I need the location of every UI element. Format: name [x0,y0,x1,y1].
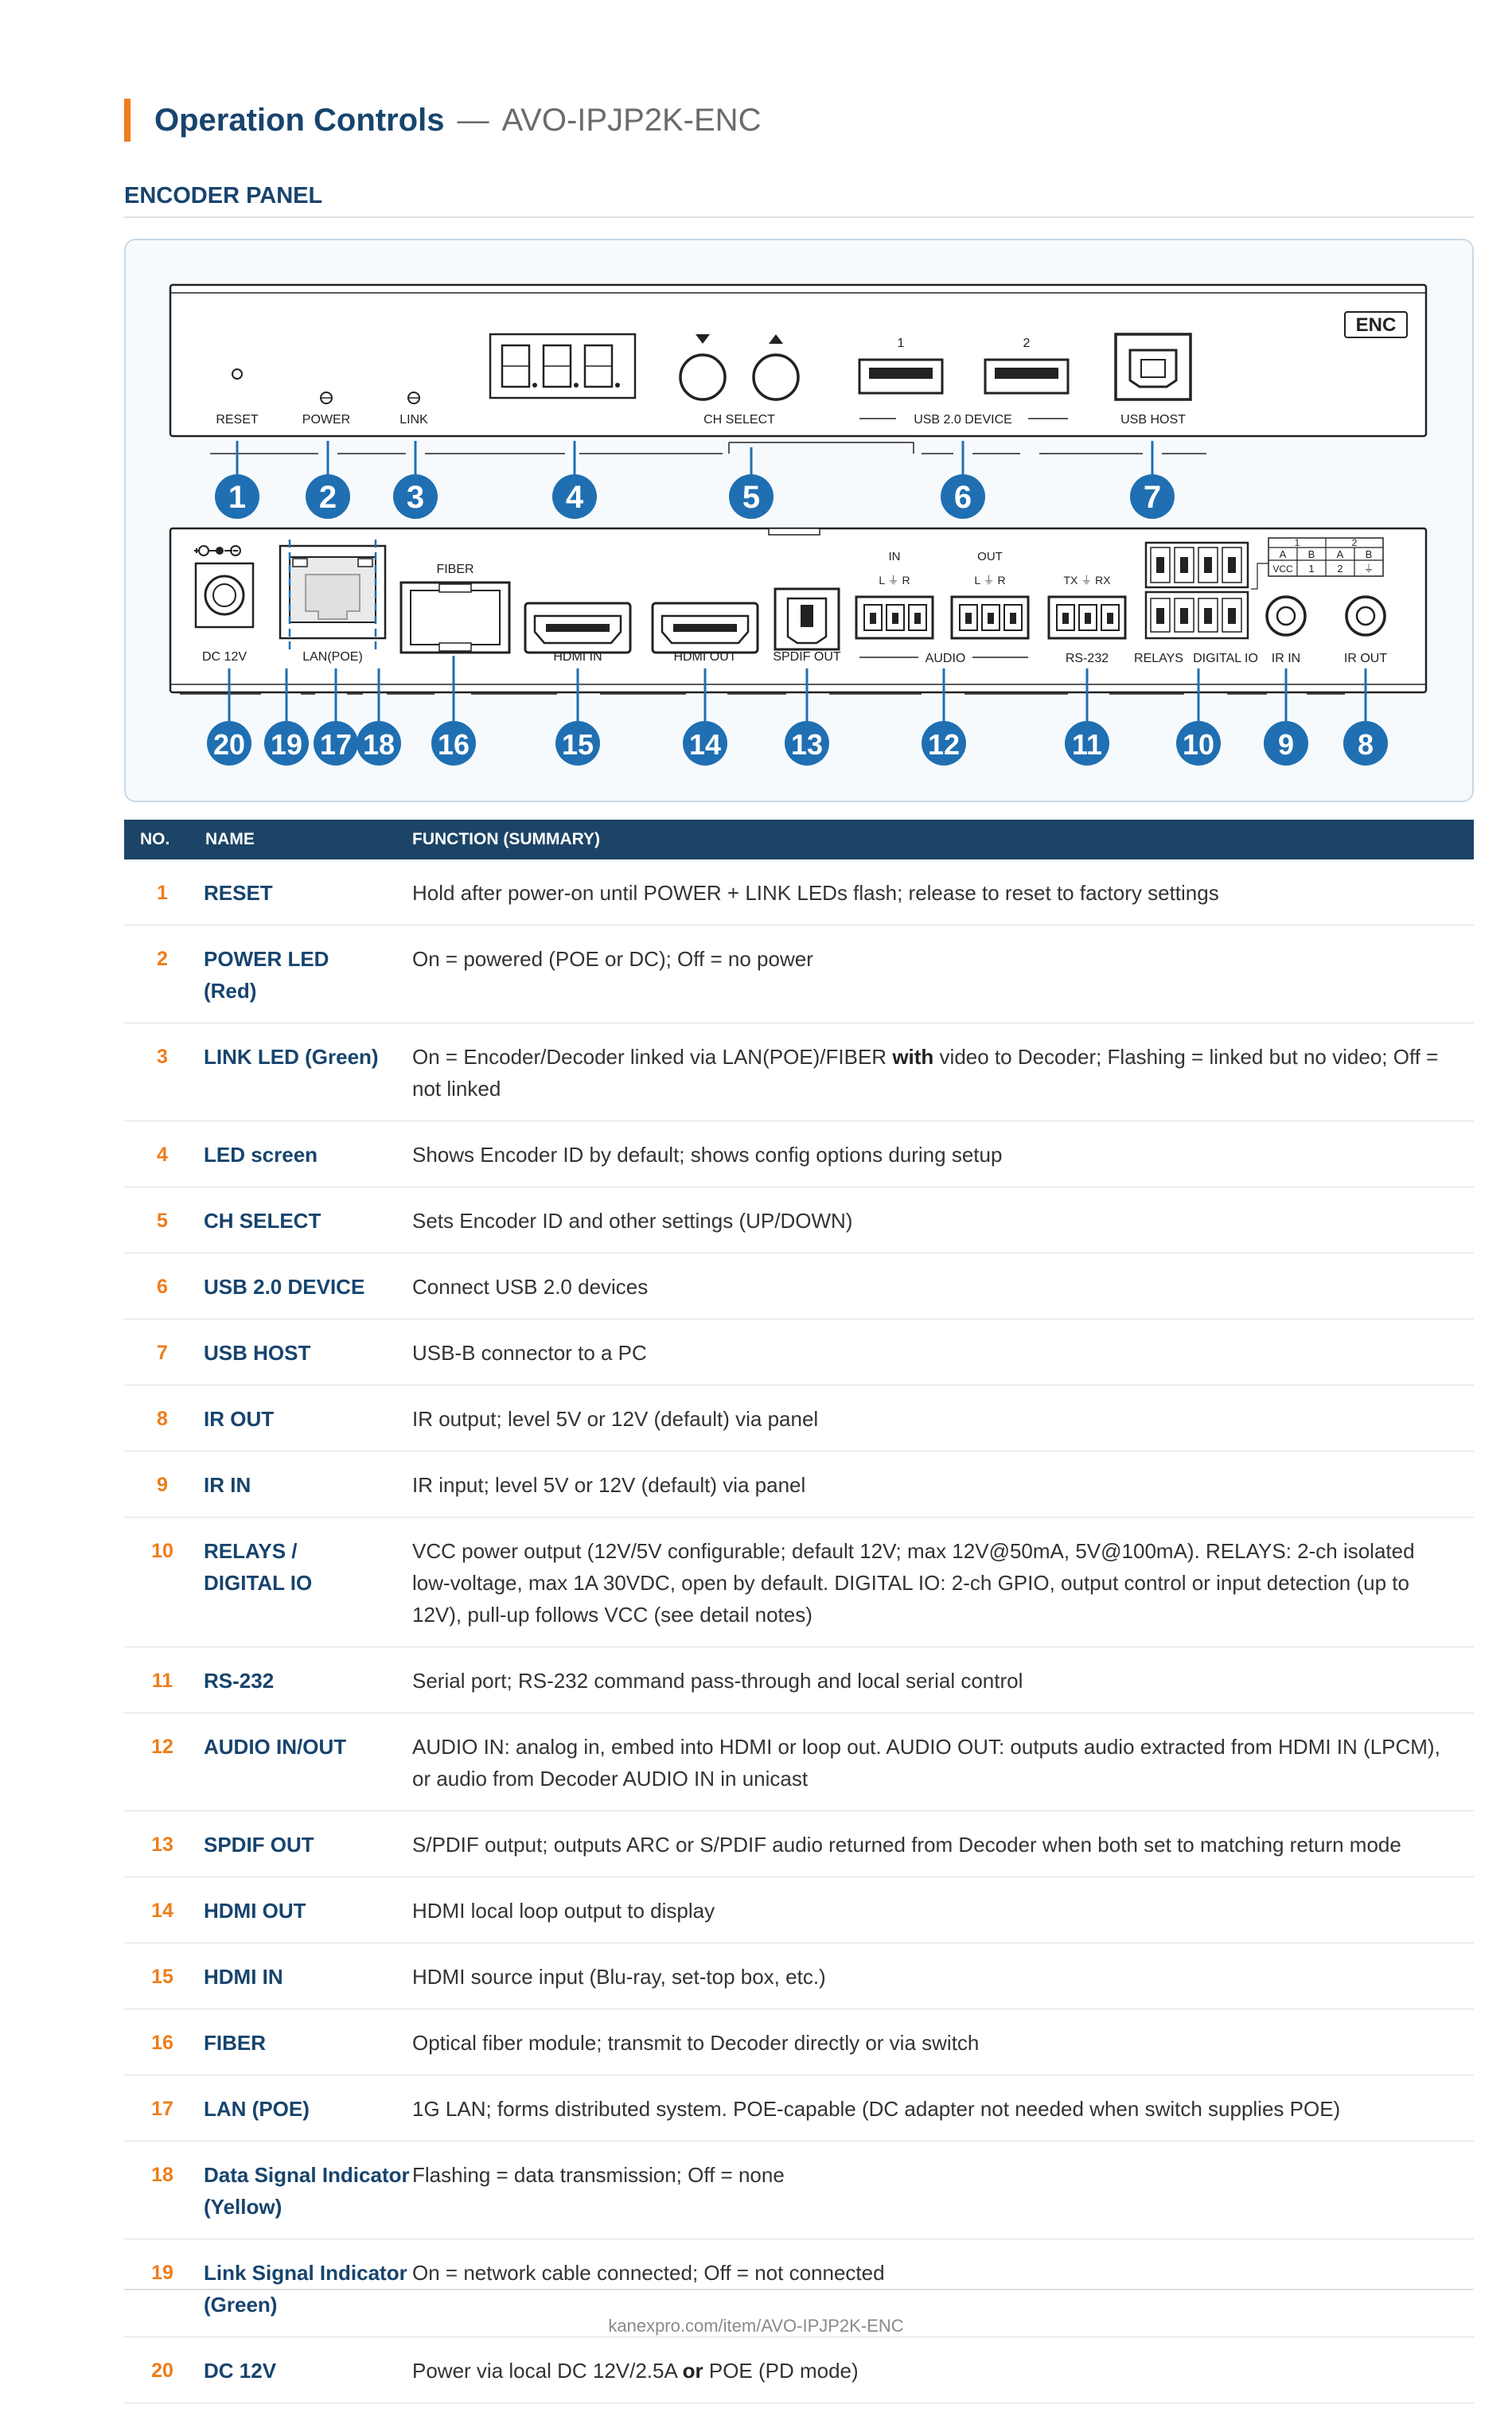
ch-down-button [680,355,725,399]
svg-text:13: 13 [790,728,824,761]
row-name: DC 12V [204,2359,277,2383]
table-row [124,1253,1474,1319]
label-ir-out: IR OUT [1343,652,1388,665]
label-audio-in: IN [888,550,901,563]
svg-text:19: 19 [270,728,303,761]
label-lan: LAN(POE) [302,650,363,664]
table-row [124,1518,1474,1647]
table-row [124,1385,1474,1452]
label-usb-2: 2 [1023,337,1031,350]
row-function: 1G LAN; forms distributed system. POE-capable (DC adapter not needed when switch supplies POE) [412,2097,1341,2121]
row-name: POWER LED (Red) [204,947,329,1003]
svg-text:15: 15 [561,728,594,761]
ch-up-button [754,355,798,399]
usb-a-port-2-icon [985,360,1068,393]
row-function: Optical fiber module; transmit to Decoder directly or via switch [412,2031,980,2055]
row-name: HDMI IN [204,1965,283,1989]
label-reset: RESET [216,413,259,427]
row-name: LED screen [204,1143,318,1167]
label-usb-device: USB 2.0 DEVICE [914,413,1012,427]
row-function: HDMI source input (Blu-ray, set-top box, etc.) [412,1965,826,1989]
page-title: Operation Controls [154,102,445,138]
table-row [124,926,1474,1023]
label-link: LINK [399,413,428,427]
row-number: 18 [151,2164,173,2186]
hdmi-out-port-icon [653,603,758,653]
row-function: On = network cable connected; Off = not connected [412,2261,885,2285]
row-number: 15 [151,1966,173,1988]
page-header [124,99,761,142]
row-number: 13 [151,1834,173,1856]
label-audio-in-lr: L ⏚ R [879,574,910,587]
spdif-port-icon [775,589,839,649]
label-txrx: TX ⏚ RX [1063,574,1111,587]
header-no: NO. [140,830,170,848]
label-spdif: SPDIF OUT [773,650,841,664]
footer-divider [124,2289,1474,2290]
svg-text:1: 1 [228,480,247,515]
svg-text:3: 3 [406,480,425,515]
svg-text:12: 12 [927,728,961,761]
row-name: AUDIO IN/OUT [204,1735,347,1759]
row-number: 17 [151,2098,173,2120]
lan-port-icon [280,540,385,654]
table-row [124,1811,1474,1877]
table-row [124,1943,1474,2009]
row-number: 2 [157,948,168,970]
svg-text:8: 8 [1357,728,1374,761]
row-number: 16 [151,2032,173,2054]
table-row [124,2075,1474,2141]
svg-text:2: 2 [1337,563,1343,575]
label-relays: RELAYS [1134,652,1183,665]
svg-text:11: 11 [1071,728,1103,761]
svg-text:7: 7 [1143,480,1162,515]
label-dc: DC 12V [201,650,247,664]
svg-text:B: B [1365,548,1373,560]
label-audio-out-lr: L ⏚ R [974,574,1006,587]
svg-text:9: 9 [1277,728,1295,761]
table-row [124,1023,1474,1121]
title-accent-bar [124,99,131,142]
table-row [124,1877,1474,1943]
row-name: FIBER [204,2031,266,2055]
row-function: On = powered (POE or DC); Off = no power [412,947,813,971]
row-name: RELAYS / DIGITAL IO [204,1539,313,1595]
row-number: 8 [157,1408,168,1430]
row-name: Link Signal Indicator (Green) [204,2261,407,2317]
audio-in-terminal-icon [856,597,933,638]
label-digital-io: DIGITAL IO [1193,652,1258,665]
row-name: USB HOST [204,1341,311,1365]
svg-text:10: 10 [1182,728,1215,761]
front-panel [170,285,1426,519]
row-function: Shows Encoder ID by default; shows config options during setup [412,1143,1003,1167]
title-separator: — [457,102,489,138]
table-row [124,2009,1474,2075]
table-row [124,2337,1474,2403]
svg-text:2: 2 [318,480,337,515]
row-function: On = Encoder/Decoder linked via LAN(POE)/FIBER with video to Decoder; Flashing = linked but no video; Off = not linked [412,1045,1439,1101]
panel-diagram [124,239,1474,802]
table-row [124,1187,1474,1253]
svg-text:A: A [1279,548,1287,560]
model-name: AVO-IPJP2K-ENC [501,102,762,138]
row-name: LAN (POE) [204,2097,310,2121]
header-name: NAME [205,830,255,848]
rs232-terminal-icon [1049,597,1125,638]
hdmi-in-port-icon [525,603,630,653]
row-name: RS-232 [204,1669,275,1693]
label-usb-1: 1 [897,337,905,350]
table-row [124,1319,1474,1385]
svg-text:20: 20 [212,728,246,761]
usb-b-port-icon [1116,334,1191,399]
audio-out-terminal-icon [952,597,1028,638]
svg-text:⏚: ⏚ [1363,563,1374,575]
table-row [124,2141,1474,2239]
row-function: VCC power output (12V/5V configurable; default 12V; max 12V@50mA, 5V@100mA). RELAYS: 2-ch isolated low-voltage, max 1A 30VDC, open by default. DIGITAL IO: 2-ch GPIO, output control or input detection (up to 12V), pull-up follows VCC (see detail notes) [412,1539,1415,1627]
row-name: LINK LED (Green) [204,1045,379,1069]
reset-hole-icon [232,369,242,379]
label-hdmi-out: HDMI OUT [673,650,737,664]
table-row [124,1452,1474,1518]
front-callouts [215,474,1175,519]
label-audio-out: OUT [977,550,1003,563]
row-function: IR input; level 5V or 12V (default) via panel [412,1473,806,1497]
row-name: CH SELECT [204,1209,321,1233]
row-function: HDMI local loop output to display [412,1899,715,1923]
row-number: 5 [157,1210,168,1232]
row-name: Data Signal Indicator (Yellow) [204,2163,410,2219]
svg-text:1: 1 [1294,537,1300,548]
row-function: Hold after power-on until POWER + LINK LEDs flash; release to reset to factory settings [412,881,1219,905]
section-divider [124,216,1474,218]
svg-text:16: 16 [437,728,470,761]
row-number: 20 [151,2360,173,2382]
row-number: 3 [157,1046,168,1068]
svg-text:2: 2 [1351,537,1358,548]
footer-url: kanexpro.com/item/AVO-IPJP2K-ENC [608,2316,904,2336]
row-function: IR output; level 5V or 12V (default) via panel [412,1407,819,1431]
row-name: IR IN [204,1473,251,1497]
label-ir-in: IR IN [1271,652,1301,665]
table-row [124,1121,1474,1187]
row-number: 14 [151,1900,173,1922]
svg-text:17: 17 [319,728,353,761]
row-function: Power via local DC 12V/2.5A or POE (PD mode) [412,2359,859,2383]
rear-callouts [207,721,1388,766]
row-number: 9 [157,1474,168,1496]
table-row [124,1713,1474,1811]
row-number: 7 [157,1342,168,1364]
table-row [124,1647,1474,1713]
table-row [124,859,1474,926]
svg-text:4: 4 [565,480,584,515]
usb-a-port-1-icon [859,360,942,393]
row-function: S/PDIF output; outputs ARC or S/PDIF audio returned from Decoder when both set to matching return mode [412,1833,1401,1857]
label-power: POWER [302,413,351,427]
row-number: 19 [151,2262,173,2284]
label-usb-host: USB HOST [1120,413,1186,427]
enc-badge-text: ENC [1355,314,1397,336]
label-rs232: RS-232 [1065,652,1109,665]
svg-text:5: 5 [742,480,761,515]
controls-table [124,820,1474,2403]
row-function: Flashing = data transmission; Off = none [412,2163,785,2187]
label-fiber: FIBER [436,563,474,576]
svg-text:14: 14 [688,728,722,761]
svg-text:6: 6 [953,480,972,515]
svg-text:1: 1 [1308,563,1315,575]
row-number: 4 [157,1144,168,1166]
row-function: Serial port; RS-232 command pass-through and local serial control [412,1669,1023,1693]
row-name: HDMI OUT [204,1899,306,1923]
ir-out-jack-icon [1346,597,1385,635]
row-name: IR OUT [204,1407,275,1431]
fiber-port-icon [401,583,509,653]
header-function: FUNCTION (SUMMARY) [412,830,601,848]
row-name: SPDIF OUT [204,1833,314,1857]
label-hdmi-in: HDMI IN [553,650,602,664]
row-function: AUDIO IN: analog in, embed into HDMI or loop out. AUDIO OUT: outputs audio extracted from HDMI IN (LPCM), or audio from Decoder AUDIO IN in unicast [412,1735,1440,1791]
rear-panel [170,528,1426,766]
label-ch-select: CH SELECT [703,413,775,427]
section-label: ENCODER PANEL [124,183,323,208]
row-name: RESET [204,881,273,905]
row-function: Sets Encoder ID and other settings (UP/DOWN) [412,1209,853,1233]
label-audio: AUDIO [925,652,966,665]
row-number: 10 [151,1540,173,1562]
row-function: Connect USB 2.0 devices [412,1275,649,1299]
led-screen-icon [490,334,635,398]
ir-in-jack-icon [1267,597,1305,635]
row-name: USB 2.0 DEVICE [204,1275,365,1299]
row-number: 12 [151,1736,173,1758]
row-function: USB-B connector to a PC [412,1341,647,1365]
svg-text:A: A [1336,548,1344,560]
row-number: 11 [151,1670,173,1692]
row-number: 6 [157,1276,168,1298]
svg-text:18: 18 [362,728,396,761]
row-number: 1 [157,882,168,904]
svg-text:VCC: VCC [1272,563,1293,575]
table-header [124,820,1474,859]
svg-text:B: B [1307,548,1315,560]
